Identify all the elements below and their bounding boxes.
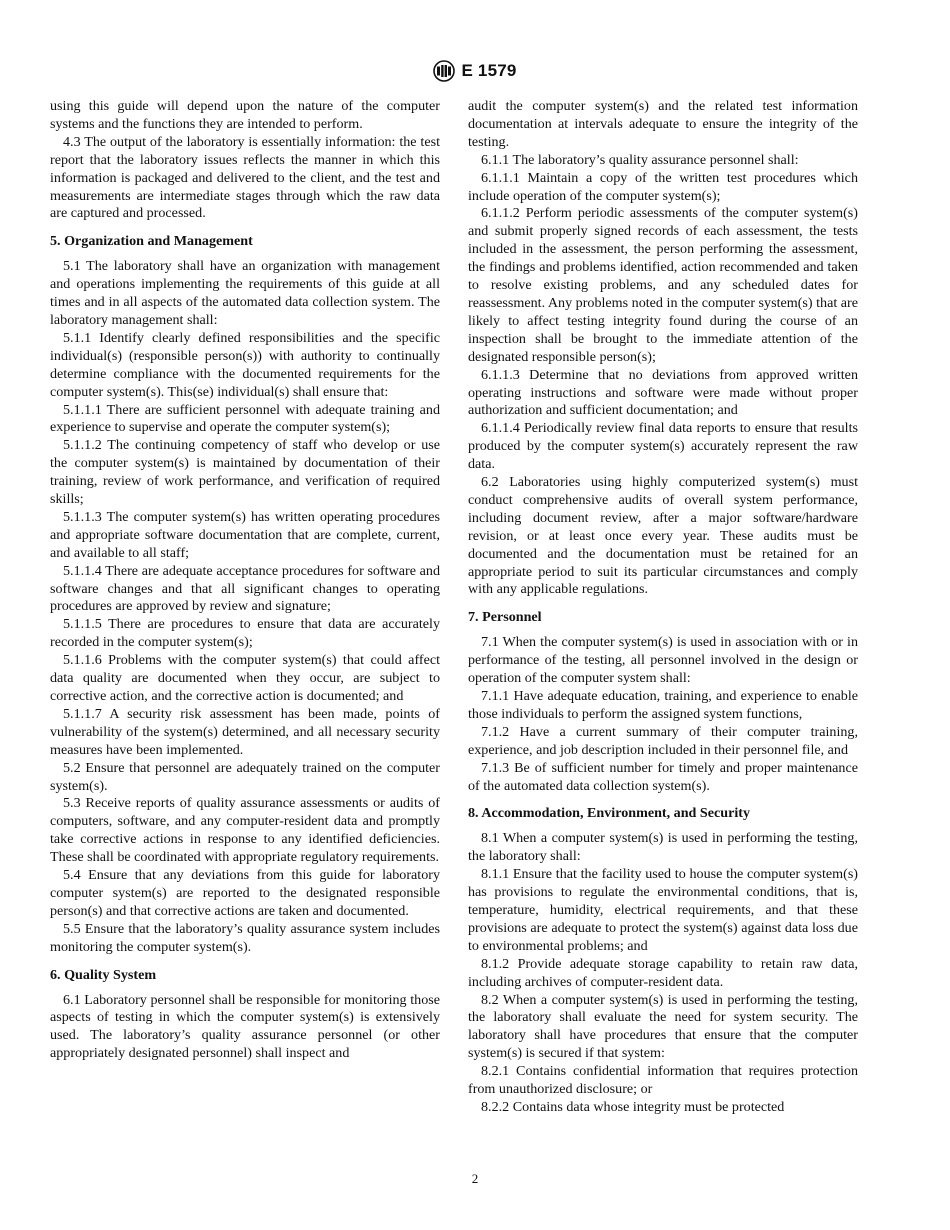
page-number: 2 [471,1171,479,1186]
section-heading: 8. Accommodation, Environment, and Security [468,805,751,822]
paragraph: 5.1 The laboratory shall have an organization with management and operations implementing the requirements of this guide at all times and in all aspects of the automated data collection system. The laboratory management shall: [50,258,440,328]
section-heading: 5. Organization and Management [50,233,253,250]
paragraph: 5.1.1.6 Problems with the computer system(s) that could affect data quality are documented when they occur, are subject to corrective action, and the corrective action is documented; and [50,652,440,704]
paragraph: audit the computer system(s) and the related test information documentation at intervals adequate to ensure the integrity of the testing. [468,98,858,150]
section-heading: 7. Personnel [468,609,542,626]
paragraph: 5.1.1.4 There are adequate acceptance procedures for software and software changes and that all significant changes to operating procedures are approved by review and signature; [50,562,440,615]
astm-logo-icon [433,60,455,82]
page-header [0,60,950,90]
paragraph: 5.5 Ensure that the laboratory’s quality assurance system includes monitoring the computer system(s). [50,920,440,955]
paragraph: 6.1.1.3 Determine that no deviations from approved written operating instructions and software were made without proper authorization and sufficient documentation; and [468,366,858,419]
paragraph: 7.1.3 Be of sufficient number for timely and proper maintenance of the automated data collection system(s). [468,759,858,794]
paragraph: 6.1.1 The laboratory’s quality assurance personnel shall: [481,151,799,168]
paragraph: 8.2.1 Contains confidential information that requires protection from unauthorized disclosure; or [468,1063,858,1098]
paragraph: 6.1.1.2 Perform periodic assessments of the computer system(s) and submit properly signed records of each assessment, the tests included in the assessment, the person performing the assessment, the findings and problems identified, action recommended and taken to resolve existing problems, and any scheduled dates for reassessment. Any problems noted in the computer system(s) that are likely to affect testing integrity found during the course of an inspection shall be brought to the immediate attention of the designated responsible person(s); [468,205,858,365]
paragraph: 7.1.1 Have adequate education, training, and experience to enable those individuals to perform the assigned system functions, [468,688,858,722]
paragraph: 5.1.1.5 There are procedures to ensure that data are accurately recorded in the computer system(s); [50,616,440,651]
paragraph: 7.1.2 Have a current summary of their computer training, experience, and job description included in their personnel file, and [468,723,858,758]
document-id: E 1579 [461,61,517,80]
right-column [468,98,858,1117]
paragraph: 5.1.1.3 The computer system(s) has written operating procedures and appropriate software documentation that are complete, current, and available to all staff; [50,508,440,561]
paragraph: 5.3 Receive reports of quality assurance assessments or audits of computers, software, and any computer-resident data and promptly take corrective actions in response to any identified deficiencies. These shall be coordinated with appropriate regulatory requirements. [50,795,440,866]
paragraph: 5.1.1.7 A security risk assessment has been made, points of vulnerability of the system(s) determined, and all necessary security measures have been implemented. [50,705,440,758]
paragraph: 5.1.1.2 The continuing competency of staff who develop or use the computer system(s) is maintained by documentation of their training, review of work performance, and verification of required skills; [50,437,440,508]
paragraph: using this guide will depend upon the nature of the computer systems and the functions they are intended to perform. [50,98,440,132]
paragraph: 5.1.1 Identify clearly defined responsibilities and the specific individual(s) (responsible person(s)) with authority to continually determine compliance with the documented requirements for the computer system(s). This(se) individual(s) shall ensure that: [50,329,440,400]
paragraph: 8.1.2 Provide adequate storage capability to retain raw data, including archives of computer-resident data. [468,955,858,990]
paragraph: 6.1.1.4 Periodically review final data reports to ensure that results produced by the computer system(s) accurately represent the raw data. [468,420,858,473]
paragraph: 8.1 When a computer system(s) is used in performing the testing, the laboratory shall: [468,830,858,865]
paragraph: 8.2 When a computer system(s) is used in performing the testing, the laboratory shall evaluate the need for system security. The laboratory shall have procedures that ensure that the computer system(s) is secured if that system: [468,991,858,1062]
paragraph: 7.1 When the computer system(s) is used in association with or in performance of the testing, all personnel involved in the design or operation of the computer system shall: [468,634,858,687]
paragraph: 5.4 Ensure that any deviations from this guide for laboratory computer system(s) are reported to the designated responsible person(s) and that corrective actions are taken and documented. [50,867,440,919]
paragraph: 5.1.1.1 There are sufficient personnel with adequate training and experience to supervise and operate the computer system(s); [50,401,440,436]
paragraph: 8.1.1 Ensure that the facility used to house the computer system(s) has provisions to regulate the environmental conditions, that is, temperature, humidity, electrical requirements, and that these provisions are adequate to protect the system(s) against data loss due to environmental problems; and [468,866,858,954]
paragraph: 6.1.1.1 Maintain a copy of the written test procedures which include operation of the computer system(s); [468,169,858,204]
paragraph: 6.1 Laboratory personnel shall be responsible for monitoring those aspects of testing in which the computer system(s) is extensively used. The laboratory’s quality assurance personnel (or other appropriately designated personnel) shall inspect and [50,991,440,1062]
paragraph: 8.2.2 Contains data whose integrity must be protected [481,1098,785,1115]
section-heading: 6. Quality System [50,966,157,983]
paragraph: 6.2 Laboratories using highly computerized system(s) must conduct comprehensive audits of overall system performance, including document review, after a major software/hardware revision, or at least once every year. These audits must be documented and the documentation must be retained for an appropriate period to suit its particular circumstances and comply with any applicable regulations. [468,474,858,598]
left-column [50,98,440,1063]
paragraph: 4.3 The output of the laboratory is essentially information: the test report that the laboratory issues reflects the manner in which this information is packaged and delivered to the client, and the test and measurements are intermediate stages through which the raw data are captured and processed. [50,133,440,222]
paragraph: 5.2 Ensure that personnel are adequately trained on the computer system(s). [50,759,440,794]
